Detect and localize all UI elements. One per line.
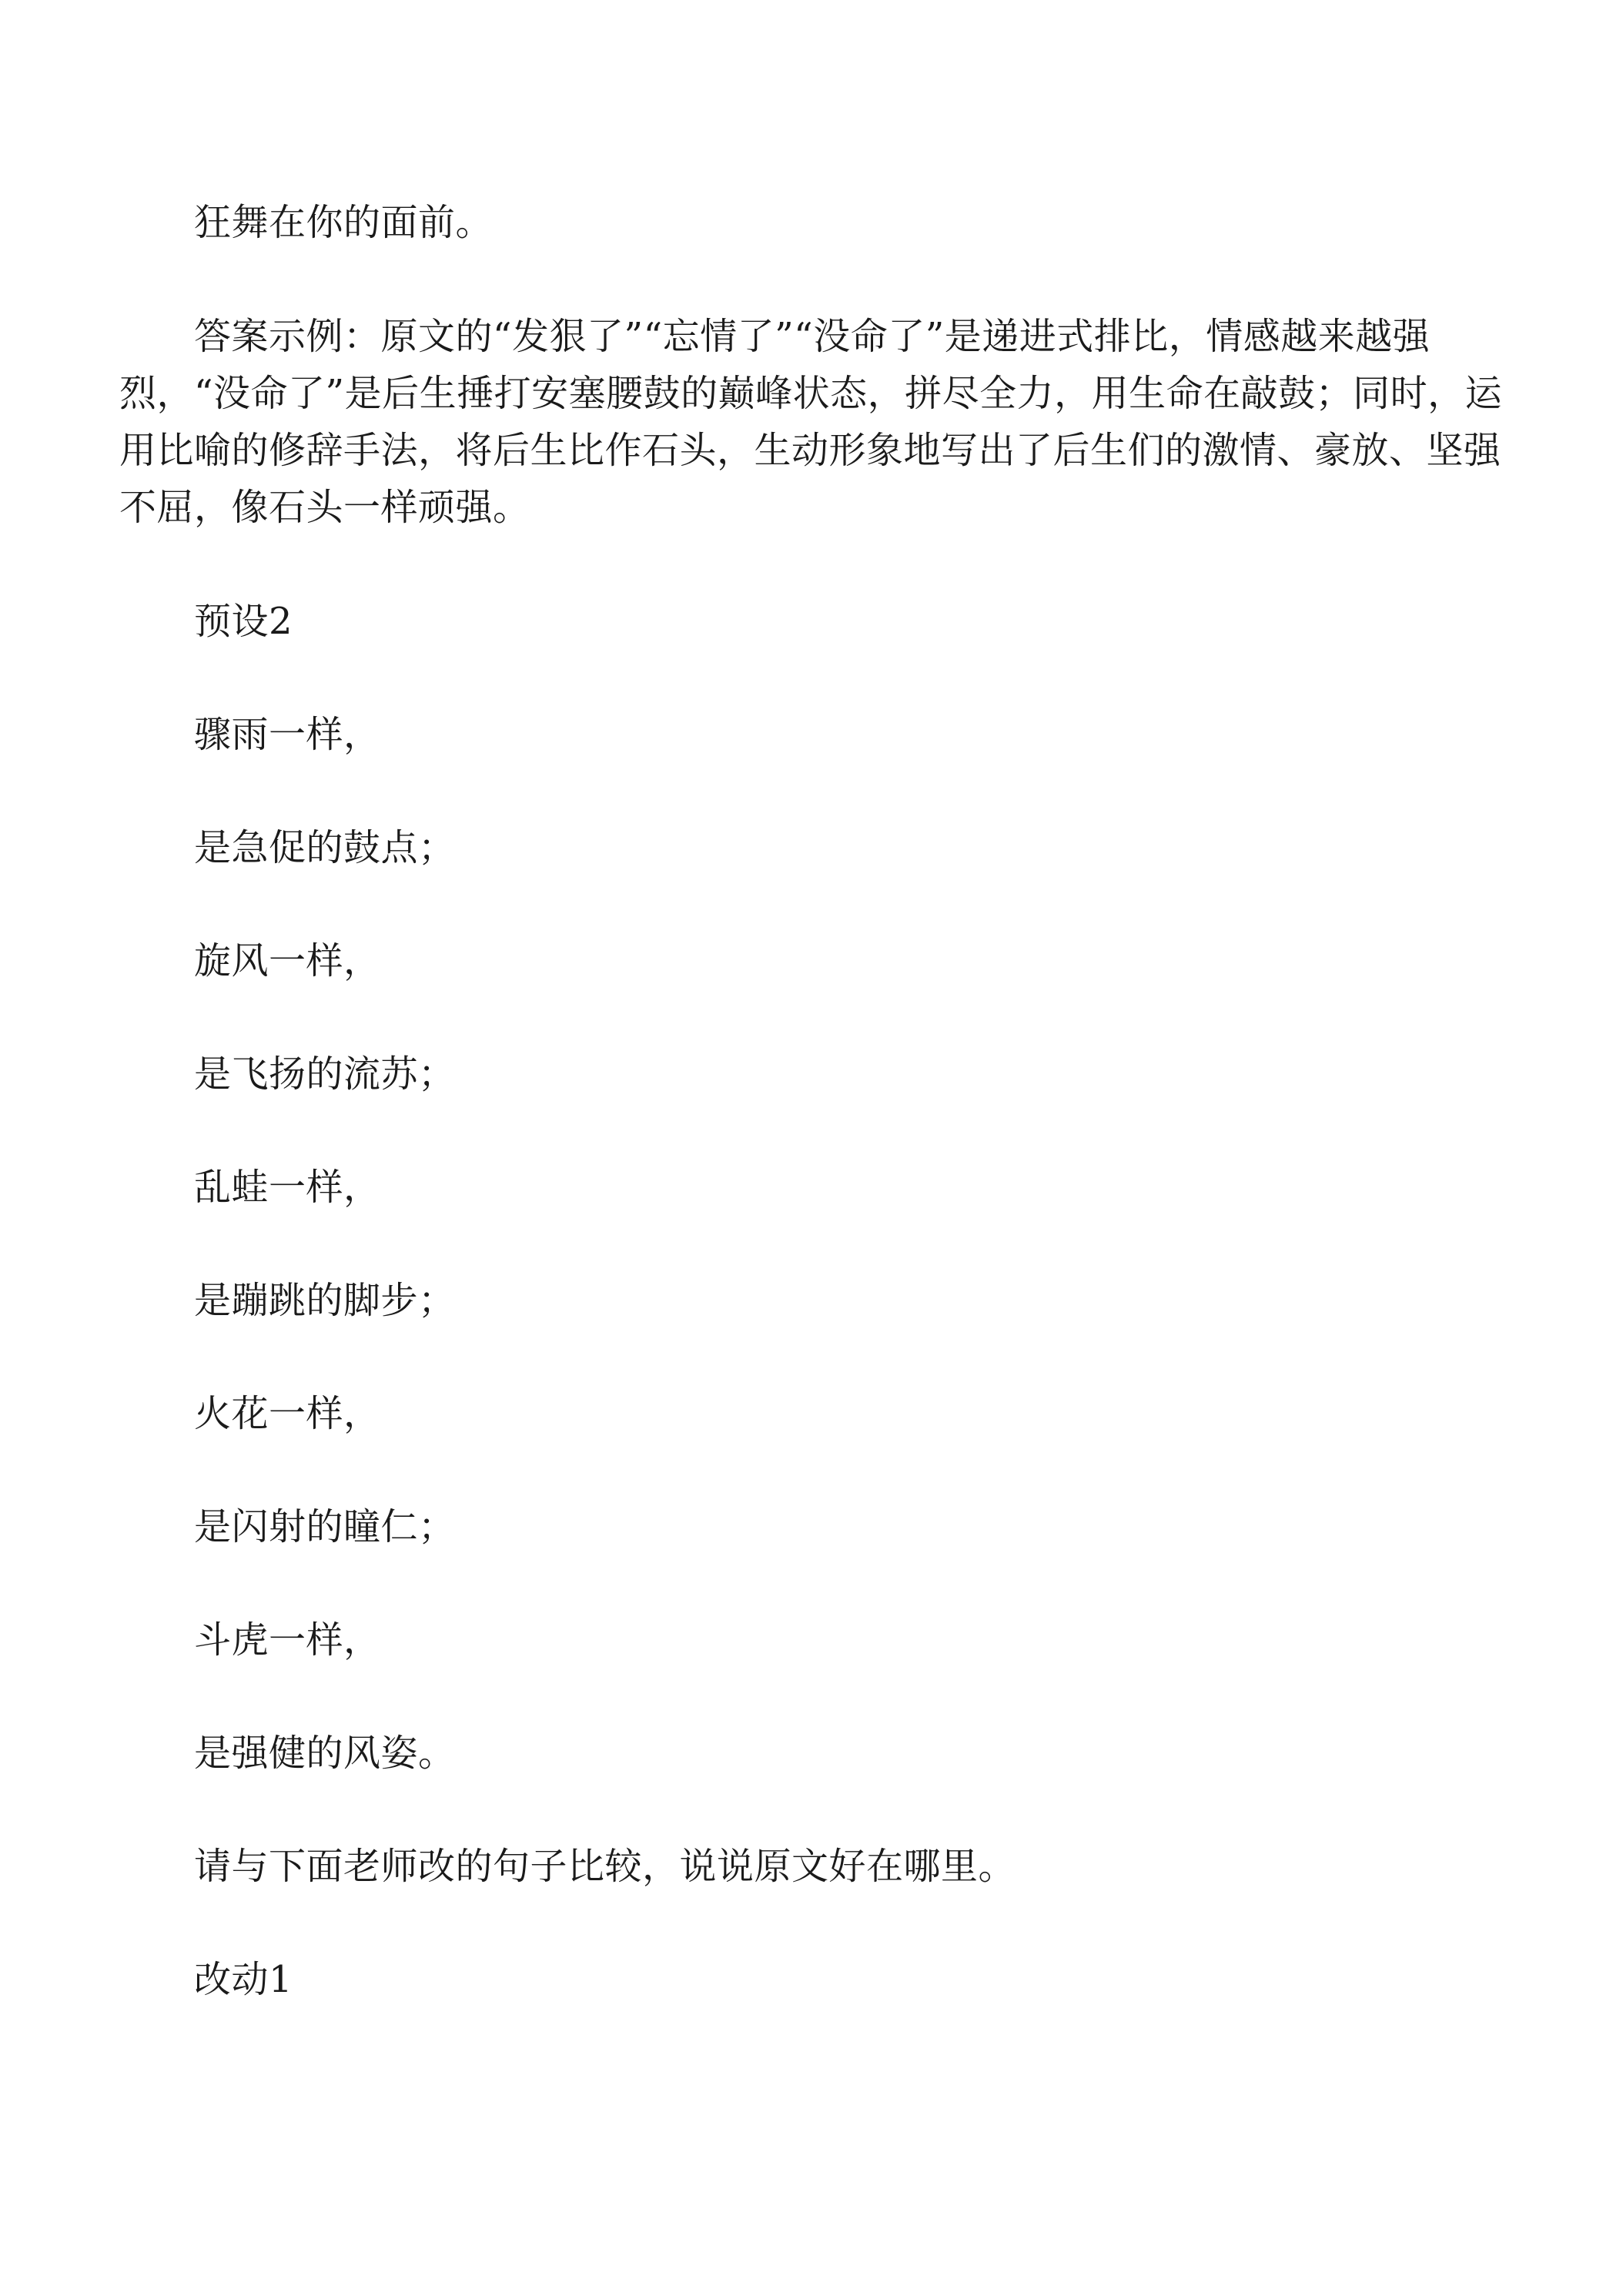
paragraph-comparison-prompt: 请与下面老师改的句子比较，说说原文好在哪里。 bbox=[194, 1845, 1016, 1888]
poem-line: 旋风一样， bbox=[194, 939, 381, 982]
poem-line: 火花一样， bbox=[194, 1392, 381, 1435]
poem-line: 乱蛙一样， bbox=[194, 1166, 381, 1209]
poem-line: 是急促的鼓点； bbox=[194, 826, 456, 869]
paragraph-poem-ending: 狂舞在你的面前。 bbox=[194, 201, 494, 244]
poem-line: 是闪射的瞳仁； bbox=[194, 1505, 456, 1548]
paragraph-heading-change-1: 改动1 bbox=[194, 1958, 293, 2001]
paragraph-answer-example: 答案示例：原文的“发狠了”“忘情了”“没命了”是递进式排比，情感越来越强烈，“没命了”是后生捶打安塞腰鼓的巅峰状态，拼尽全力，用生命在敲鼓；同时，运用比喻的修辞手法，将后生比作石头，生动形象地写出了后生们的激情、豪放、坚强不屈，像石头一样顽强。 bbox=[119, 315, 1503, 529]
poem-line: 骤雨一样， bbox=[194, 713, 381, 756]
poem-line: 是蹦跳的脚步； bbox=[194, 1279, 456, 1322]
document-body bbox=[119, 194, 1505, 2064]
poem-line: 斗虎一样， bbox=[194, 1618, 381, 1662]
paragraph-heading-preset-2: 预设2 bbox=[194, 600, 293, 643]
poem-line: 是飞扬的流苏； bbox=[194, 1053, 456, 1096]
poem-line: 是强健的风姿。 bbox=[194, 1732, 456, 1775]
